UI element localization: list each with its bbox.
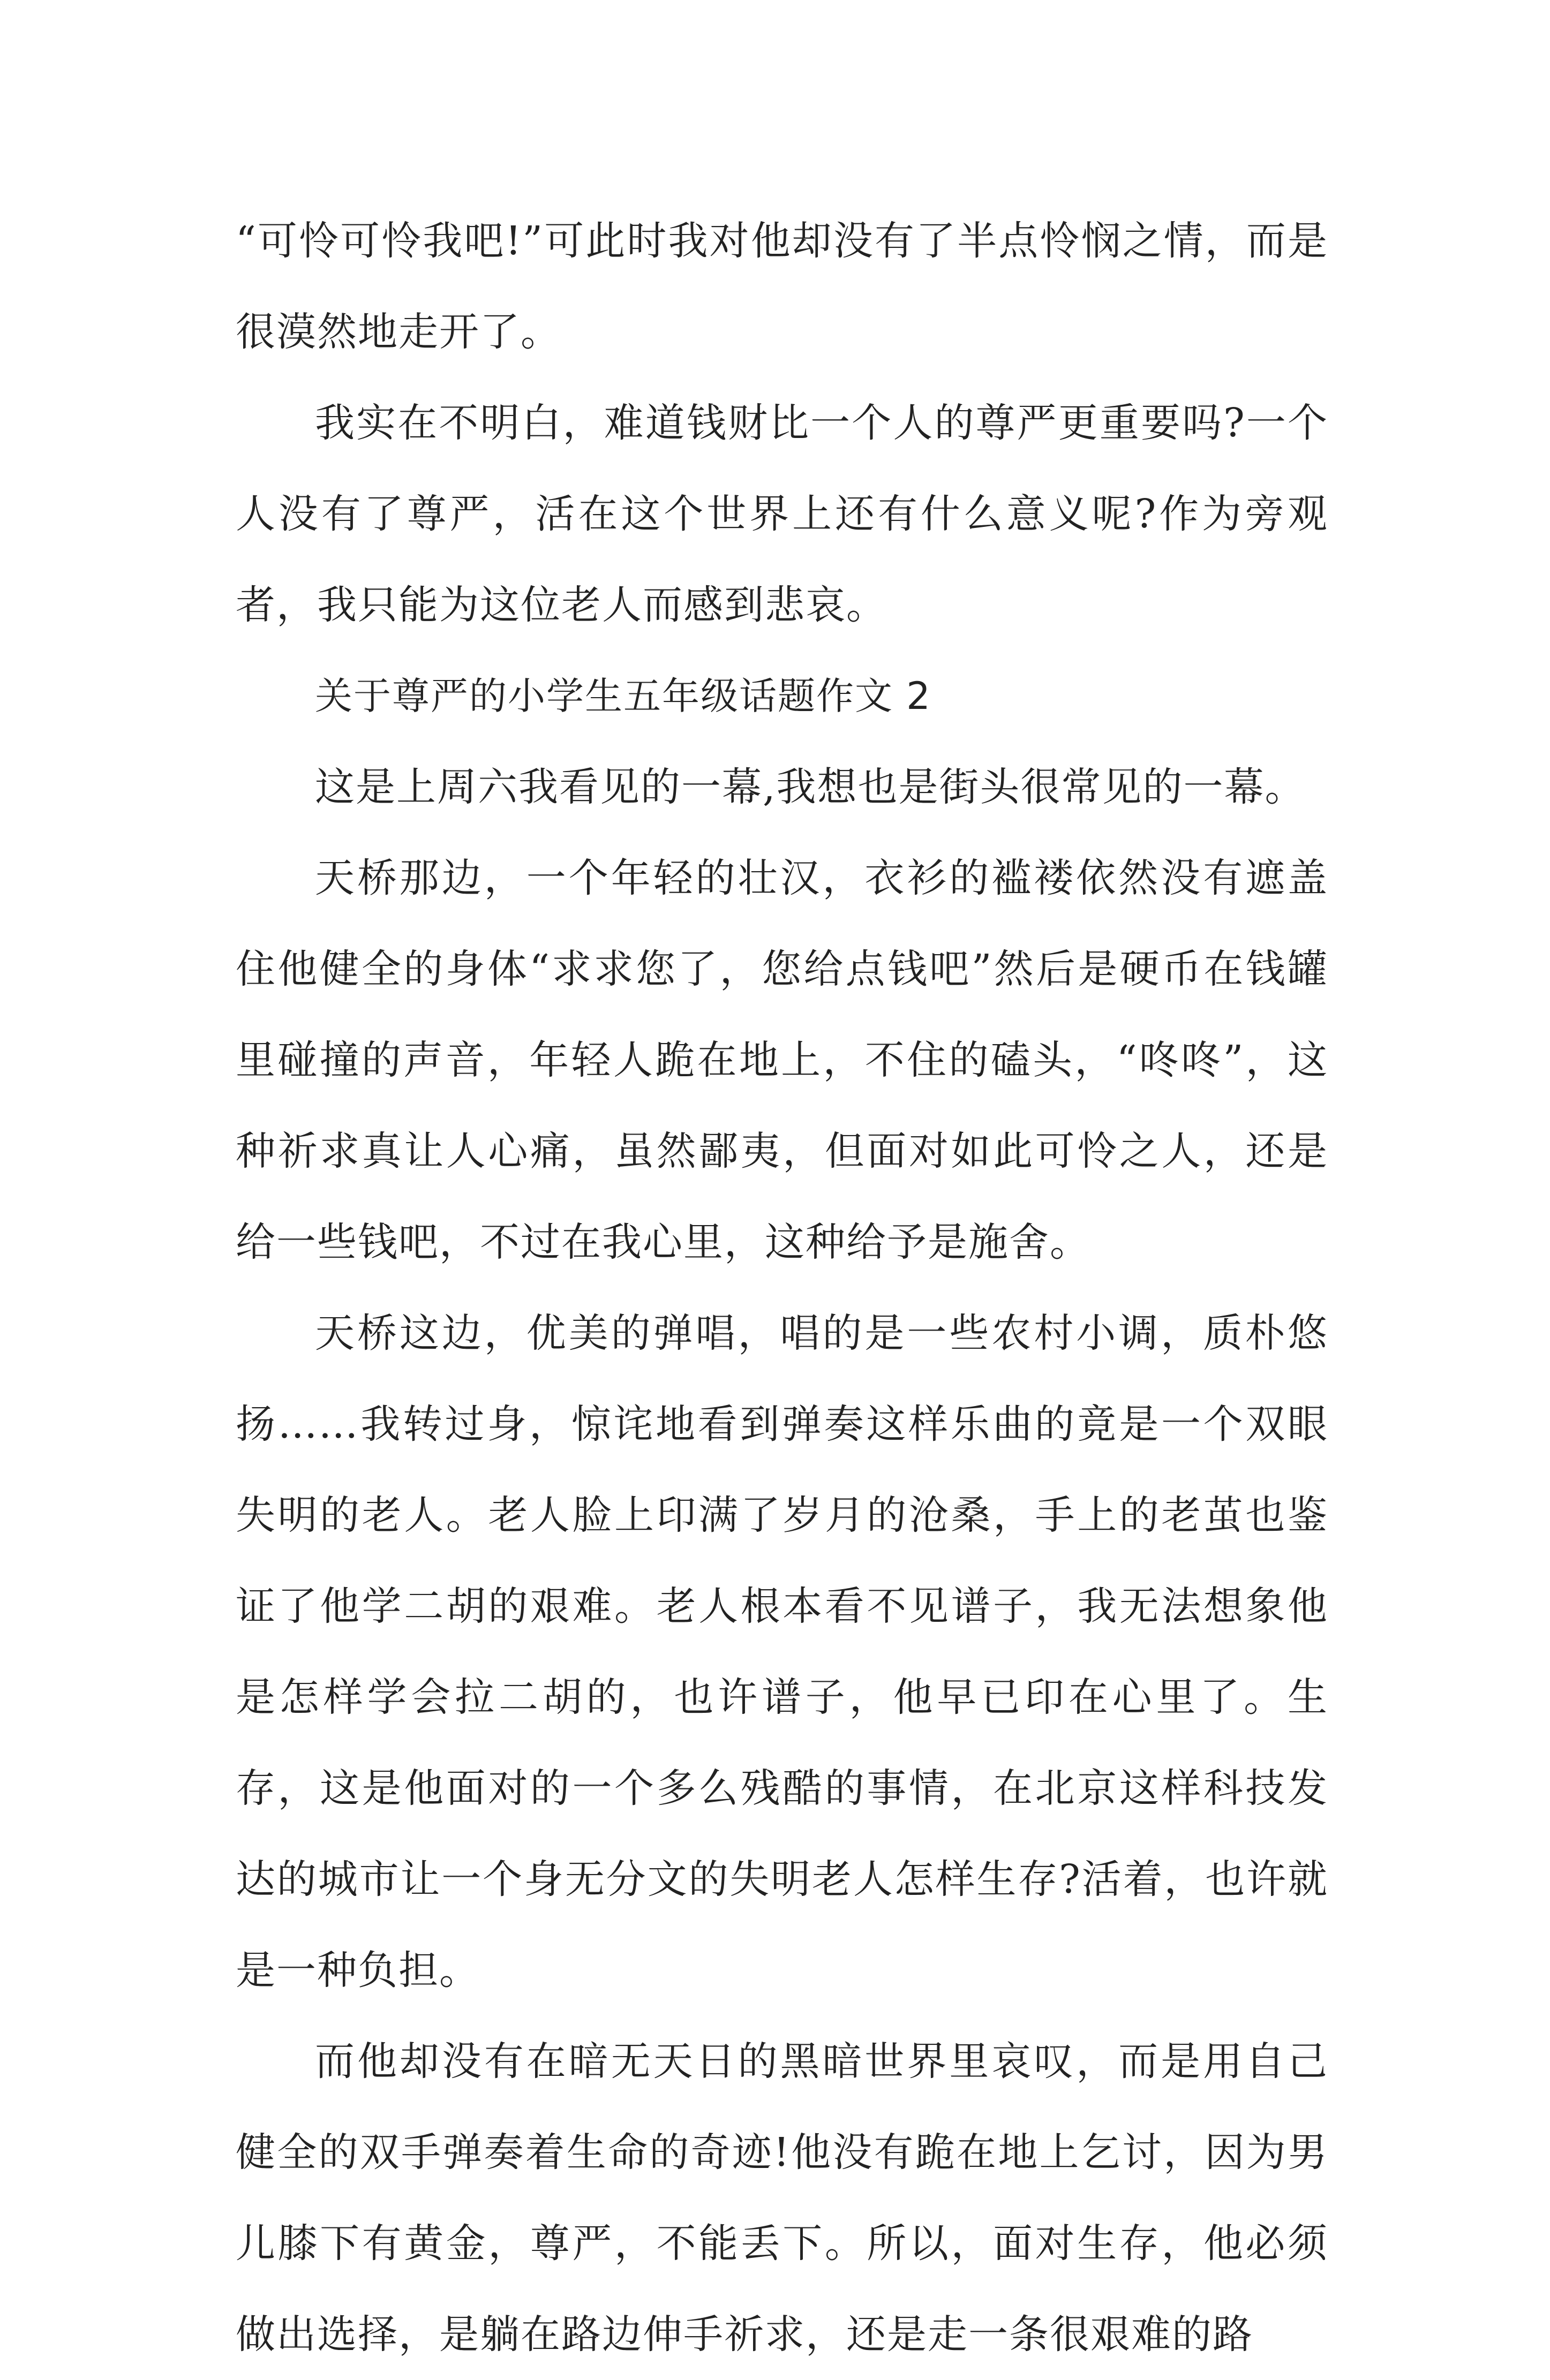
paragraph: 天桥这边，优美的弹唱，唱的是一些农村小调，质朴悠扬……我转过身，惊诧地看到弹奏这样乐曲的竟是一个双眼失明的老人。老人脸上印满了岁月的沧桑，手上的老茧也鉴证了他学二胡的艰难。老人根本看不见谱子，我无法想象他是怎样学会拉二胡的，也许谱子，他早已印在心里了。生存，这是他面对的一个多么残酷的事情，在北京这样科技发达的城市让一个身无分文的失明老人怎样生存?活着，也许就是一种负担。: [236, 1310, 1328, 1993]
essay-heading: 关于尊严的小学生五年级话题作文 2: [315, 674, 931, 718]
paragraph-continuation: “可怜可怜我吧!”可此时我对他却没有了半点怜悯之情，而是很漠然地走开了。: [236, 218, 1328, 355]
document-body: [236, 195, 1328, 2380]
paragraph: 这是上周六我看见的一幕,我想也是街头很常见的一幕。: [315, 764, 1306, 810]
paragraph: 而他却没有在暗无天日的黑暗世界里哀叹，而是用自己健全的双手弹奏着生命的奇迹!他没有跪在地上乞讨，因为男儿膝下有黄金，尊严，不能丢下。所以，面对生存，他必须做出选择，是躺在路边伸手祈求，还是走一条很艰难的路: [236, 2038, 1328, 2358]
paragraph: 天桥那边，一个年轻的壮汉，衣衫的褴褛依然没有遮盖住他健全的身体“求求您了，您给点钱吧”然后是硬币在钱罐里碰撞的声音，年轻人跪在地上，不住的磕头，“咚咚”，这种祈求真让人心痛，虽然鄙夷，但面对如此可怜之人，还是给一些钱吧，不过在我心里，这种给予是施舍。: [236, 855, 1328, 1265]
paragraph: 我实在不明白，难道钱财比一个人的尊严更重要吗?一个人没有了尊严，活在这个世界上还有什么意义呢?作为旁观者，我只能为这位老人而感到悲哀。: [236, 400, 1328, 628]
